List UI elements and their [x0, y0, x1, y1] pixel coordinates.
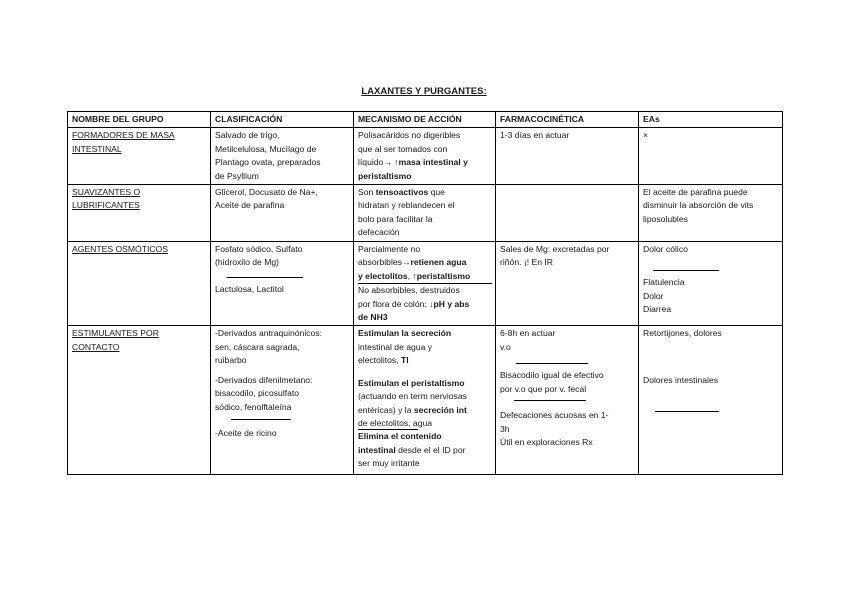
header-row	[68, 112, 783, 128]
eas-cell	[639, 128, 783, 185]
separator-line	[516, 363, 588, 364]
clasificacion-cell	[211, 185, 354, 242]
laxantes-table	[67, 111, 783, 475]
farmaco-text: 1-3 días en actuar	[500, 130, 570, 141]
table-row	[68, 128, 783, 185]
mecanismo-bold: TI	[401, 355, 409, 366]
clasificacion-cell	[211, 242, 354, 326]
header-farmacocinetica: FARMACOCINÉTICA	[496, 112, 639, 128]
mecanismo-bold: Estimulan la secreción	[358, 328, 452, 339]
header-mecanismo: MECANISMO DE ACCIÓN	[354, 112, 496, 128]
separator-line	[227, 277, 303, 278]
clasificacion-cell	[211, 128, 354, 185]
group-cell	[68, 128, 211, 185]
farmaco-text: 6-8h en actuar v.o	[500, 328, 556, 352]
clasificacion-text: -Aceite de ricino	[215, 427, 277, 438]
farmaco-cell	[496, 128, 639, 185]
mecanismo-text: de electolitos, agua	[358, 417, 433, 428]
separator-line	[514, 400, 586, 401]
group-cell	[68, 242, 211, 326]
header-eas: EAs	[639, 112, 783, 128]
group-name: SUAVIZANTES O LUBRIFICANTES	[72, 187, 141, 211]
clasificacion-text: Salvado de trigo, Metilcelulosa, Mucílago de Plantago ovata, preparados de Psyllium	[215, 130, 321, 181]
farmaco-text: Sales de Mg: excretadas por riñón. ¡! En IR	[500, 244, 610, 268]
clasificacion-text: -Derivados antraquinónicos: sen, cáscara sagrada, ruibarbo	[215, 328, 323, 366]
group-name: FORMADORES DE MASA INTESTINAL	[72, 130, 175, 154]
eas-text: Retortijones, dolores	[643, 328, 722, 339]
mecanismo-text: Polisacáridos no digeribles que al ser tomados con líquido→	[358, 130, 461, 168]
document-title: LAXANTES Y PURGANTES:	[361, 86, 487, 97]
separator-line	[653, 270, 719, 271]
eas-text: Dolor cólico	[643, 244, 688, 255]
mecanismo-bold: secreción int	[413, 404, 467, 415]
eas-cell	[639, 242, 783, 326]
mecanismo-bold: ↓pH y abs de NH3	[358, 298, 470, 323]
mecanismo-text: Son	[358, 187, 376, 198]
farmaco-cell	[496, 326, 639, 475]
separator-line	[655, 411, 719, 412]
eas-text: Flatulencia Dolor Diarrea	[643, 277, 685, 315]
table-row	[68, 326, 783, 475]
clasificacion-text: Lactulosa, Lactitol	[215, 283, 284, 294]
group-cell	[68, 185, 211, 242]
eas-cell	[639, 185, 783, 242]
mecanismo-bold: ↑peristaltismo	[412, 270, 471, 281]
mecanismo-bold: tensoactivos	[375, 187, 429, 198]
table-row	[68, 185, 783, 242]
mecanismo-cell	[354, 242, 496, 326]
mecanismo-text: (actuando en term nerviosas entéricas) y la	[358, 391, 467, 415]
table-row	[68, 242, 783, 326]
mecanismo-text: ,	[407, 270, 413, 281]
mecanismo-bold: retienen agua y electolitos	[358, 257, 467, 281]
clasificacion-text: Glicerol, Docusato de Na+, Aceite de parafina	[215, 187, 318, 211]
clasificacion-text: Fosfato sódico, Sulfato (hidroxilo de Mg)	[215, 244, 303, 268]
mecanismo-bold: Estimulan el peristaltismo	[358, 377, 465, 388]
group-name: ESTIMULANTES POR CONTACTO	[72, 328, 159, 352]
mecanismo-text: Parcialmente no absorbibles→	[358, 244, 421, 268]
farmaco-cell	[496, 242, 639, 326]
header-grupo: NOMBRE DEL GRUPO	[68, 112, 211, 128]
eas-text: Dolores intestinales	[643, 374, 718, 385]
mecanismo-text: que hidratan y reblandecen el bolo para facilitar la defecación	[358, 187, 455, 238]
mecanismo-cell	[354, 185, 496, 242]
clasificacion-text: -Derivados difenilmetano: bisacodilo, picosulfato sódico, fenolftaleína	[215, 374, 313, 412]
mecanismo-bold: ↑masa intestinal y peristaltismo	[358, 157, 468, 181]
farmaco-text: Bisacodilo igual de efectivo por v.o que por v. fecal	[500, 370, 604, 394]
mecanismo-cell	[354, 128, 496, 185]
eas-cell	[639, 326, 783, 475]
eas-text: ×	[643, 130, 649, 141]
farmaco-cell	[496, 185, 639, 242]
mecanismo-text: intestinal de agua y electolitos,	[358, 341, 433, 366]
group-name: AGENTES OSMÓTICOS	[72, 244, 168, 255]
mecanismo-text: desde el el ID por ser muy irritante	[358, 444, 466, 469]
eas-text: El aceite de parafina puede disminuir la absorción de vits liposolubles	[643, 187, 754, 224]
group-cell	[68, 326, 211, 475]
farmaco-text: Defecaciones acuosas en 1- 3h Útil en exploraciones Rx	[500, 410, 609, 447]
mecanismo-text: No absorbibles, destruidos por flora de colón:	[358, 285, 460, 309]
mecanismo-cell	[354, 326, 496, 475]
clasificacion-cell	[211, 326, 354, 475]
separator-line	[231, 419, 291, 420]
header-clasificacion: CLASIFICACIÓN	[211, 112, 354, 128]
mecanismo-bold: Elimina el contenido intestinal	[358, 431, 442, 455]
